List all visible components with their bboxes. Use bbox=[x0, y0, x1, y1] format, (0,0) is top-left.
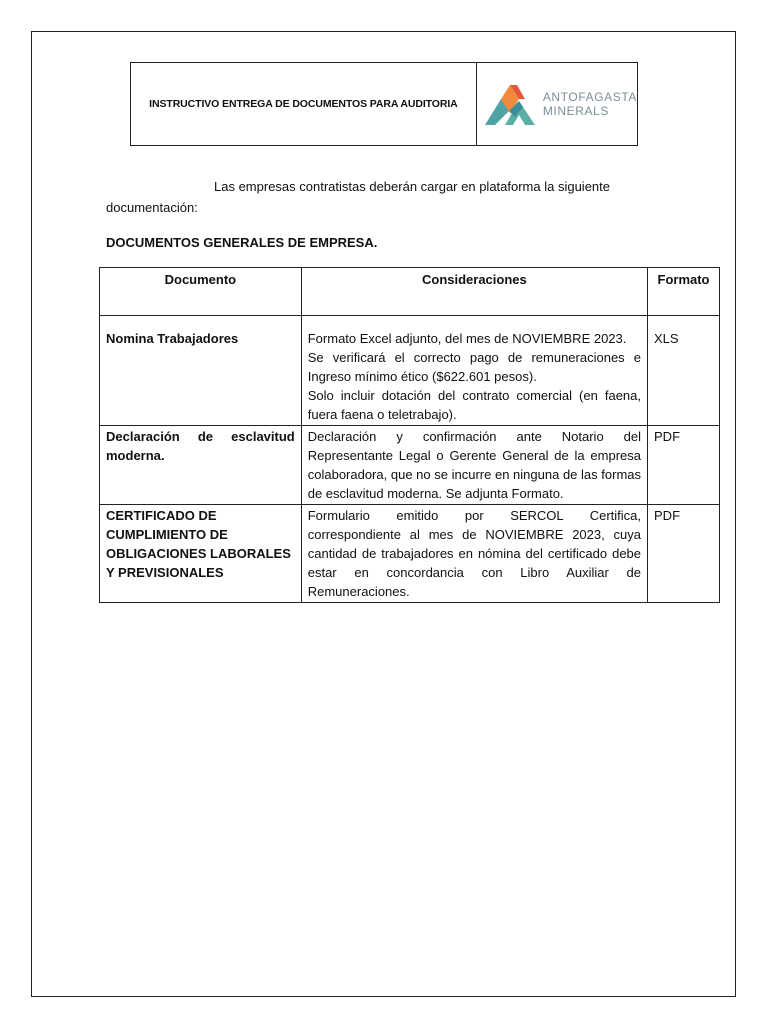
table-row bbox=[100, 505, 720, 603]
documento-text: Nomina Trabajadores bbox=[106, 331, 239, 346]
company-logo bbox=[477, 63, 637, 145]
consideraciones-cell bbox=[301, 505, 647, 603]
documento-cell bbox=[100, 426, 302, 505]
documento-cell bbox=[100, 316, 302, 426]
formato-cell bbox=[648, 316, 720, 426]
column-header-documento: Documento bbox=[100, 268, 302, 316]
formato-text: PDF bbox=[654, 508, 681, 523]
formato-text: XLS bbox=[654, 331, 679, 346]
logo-line-1: ANTOFAGASTA bbox=[542, 90, 637, 104]
documento-cell bbox=[100, 505, 302, 603]
documento-text: Declaración de esclavitud moderna. bbox=[106, 429, 295, 463]
section-title: DOCUMENTOS GENERALES DE EMPRESA. bbox=[106, 235, 378, 250]
intro-text-line1: Las empresas contratistas deberán cargar en plataforma la siguiente bbox=[214, 179, 610, 194]
consideracion-line: Declaración y confirmación ante Notario del Representante Legal o Gerente General de la empresa colaboradora, que no se incurre en ninguna de las formas de esclavitud moderna. Se adjunta Formato. bbox=[307, 429, 642, 501]
table-row bbox=[100, 316, 720, 426]
documento-text: CERTIFICADO DE CUMPLIMIENTO DE OBLIGACIONES LABORALES Y PREVISIONALES bbox=[106, 508, 291, 580]
column-header-consideraciones: Consideraciones bbox=[301, 268, 647, 316]
consideraciones-cell bbox=[301, 316, 647, 426]
document-title: INSTRUCTIVO ENTREGA DE DOCUMENTOS PARA AUDITORIA bbox=[131, 63, 477, 145]
logo-line-2: MINERALS bbox=[542, 104, 609, 118]
consideracion-line: Formato Excel adjunto, del mes de NOVIEMBRE 2023. bbox=[307, 331, 627, 346]
consideraciones-cell bbox=[301, 426, 647, 505]
table-row bbox=[100, 426, 720, 505]
documents-table bbox=[99, 267, 720, 603]
consideracion-line: Formulario emitido por SERCOL Certifica, correspondiente al mes de NOVIEMBRE 2023, cuya cantidad de trabajadores en nómina del certificado debe estar en concordancia con Libro Auxiliar de Remuneraciones. bbox=[307, 508, 642, 599]
document-header bbox=[130, 62, 638, 146]
consideracion-line: Solo incluir dotación del contrato comercial (en faena, fuera faena o teletrabajo). bbox=[307, 388, 642, 422]
table-header-row bbox=[100, 268, 720, 316]
consideracion-line: Se verificará el correcto pago de remuneraciones e Ingreso mínimo ético ($622.601 pesos). bbox=[307, 350, 642, 384]
formato-cell bbox=[648, 426, 720, 505]
intro-text-line2: documentación: bbox=[106, 200, 198, 215]
antofagasta-minerals-logo-icon bbox=[483, 81, 537, 127]
formato-text: PDF bbox=[654, 429, 681, 444]
column-header-formato: Formato bbox=[648, 268, 720, 316]
intro-paragraph bbox=[106, 176, 660, 218]
formato-cell bbox=[648, 505, 720, 603]
